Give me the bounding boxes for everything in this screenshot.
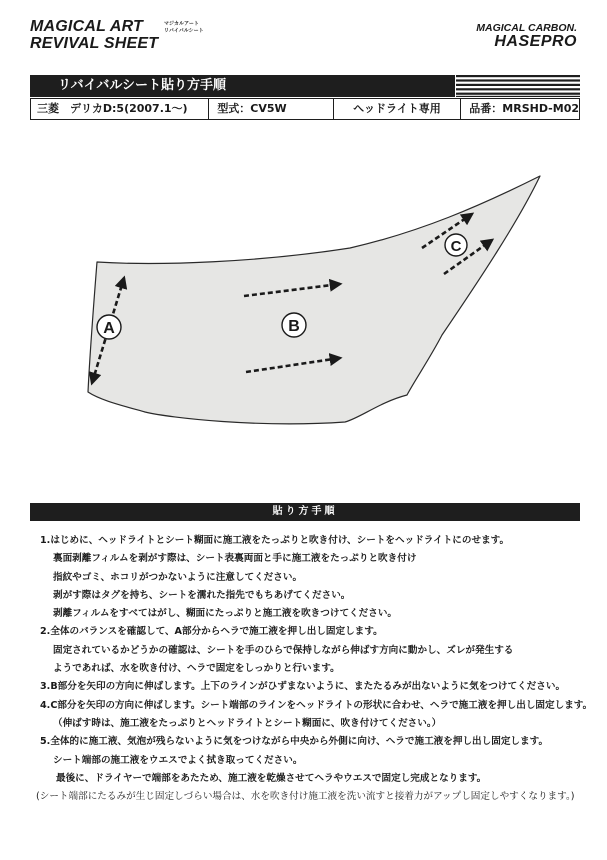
- instructions-heading: 貼り方手順: [30, 503, 580, 521]
- instruction-line: 裏面剥離フィルムを剥がす際は、シート表裏両面と手に施工液をたっぷりと吹き付け: [53, 553, 417, 565]
- instruction-line: 3.B部分を矢印の方向に伸ばします。上下のラインがひずまないように、またたるみが出ないように気をつけてください。: [40, 681, 566, 693]
- instruction-note: (シート端部にたるみが生じ固定しづらい場合は、水を吹き付け施工液を洗い流すと接着力がアップし固定しやすくなります。): [36, 791, 575, 803]
- instruction-line: 最後に、ドライヤーで端部をあたため、施工液を乾燥させてヘラやウエスで固定し完成となります。: [56, 772, 487, 784]
- page-title: リバイバルシート貼り方手順: [30, 75, 455, 97]
- usage-label: ヘッドライト専用: [334, 99, 462, 119]
- brand-small-line2: リバイバルシート: [164, 28, 204, 34]
- instruction-line: 指紋やゴミ、ホコリがつかないように注意してください。: [53, 571, 303, 583]
- instructions-list: [30, 532, 593, 806]
- part-number: 品番：MRSHD-M02: [469, 102, 579, 115]
- brand-small-line1: マジカルアート: [164, 21, 199, 27]
- brand-magical-carbon: MAGICAL CARBON.: [476, 22, 577, 34]
- vehicle-name: 三菱 デリカD:5(2007.1〜): [31, 99, 209, 119]
- label-a-text: A: [103, 320, 115, 337]
- brand-hasepro: HASEPRO: [494, 33, 577, 50]
- instruction-line: シート端部の施工液をウエスでよく拭き取ってください。: [53, 754, 303, 766]
- label-c-text: C: [450, 238, 462, 255]
- instruction-line: 2.全体のバランスを確認して、A部分からヘラで施工液を押し出し固定します。: [40, 626, 383, 638]
- label-c: [445, 234, 467, 256]
- brand-title-line2: REVIVAL SHEET: [30, 35, 159, 52]
- label-b: [282, 313, 306, 337]
- instruction-line: 剥がす際はタグを持ち、シートを濡れた指先でもちあげてください。: [53, 589, 351, 601]
- headlight-shape: [88, 176, 540, 424]
- label-b-text: B: [288, 318, 300, 335]
- instruction-line: 1.はじめに、ヘッドライトとシート糊面に施工液をたっぷりと吹き付け、シートをヘッドライトにのせます。: [40, 535, 510, 546]
- instruction-line: 5.全体的に施工液、気泡が残らないように気をつけながら中央から外側に向け、ヘラで施工液を押し出し固定します。: [40, 736, 549, 748]
- model-code: 型式：CV5W: [209, 99, 333, 119]
- brand-title-line1: MAGICAL ART: [30, 18, 144, 35]
- instruction-line: 剥離フィルムをすべてはがし、糊面にたっぷりと施工液を吹きつけてください。: [53, 608, 398, 620]
- instruction-line: ようであれば、水を吹き付け、ヘラで固定をしっかりと行います。: [53, 663, 340, 675]
- instruction-line: 固定されているかどうかの確認は、シートを手のひらで保持しながら伸ばす方向に動かし、ズレが発生する: [53, 644, 514, 656]
- instruction-line: 4.C部分を矢印の方向に伸ばします。シート端部のラインをヘッドライトの形状に合わせ、ヘラで施工液を押し出し固定します。: [40, 699, 593, 711]
- instruction-line: （伸ばす時は、施工液をたっぷりとヘッドライトとシート糊面に、吹き付けてください。）: [53, 717, 442, 729]
- label-a: [97, 315, 121, 339]
